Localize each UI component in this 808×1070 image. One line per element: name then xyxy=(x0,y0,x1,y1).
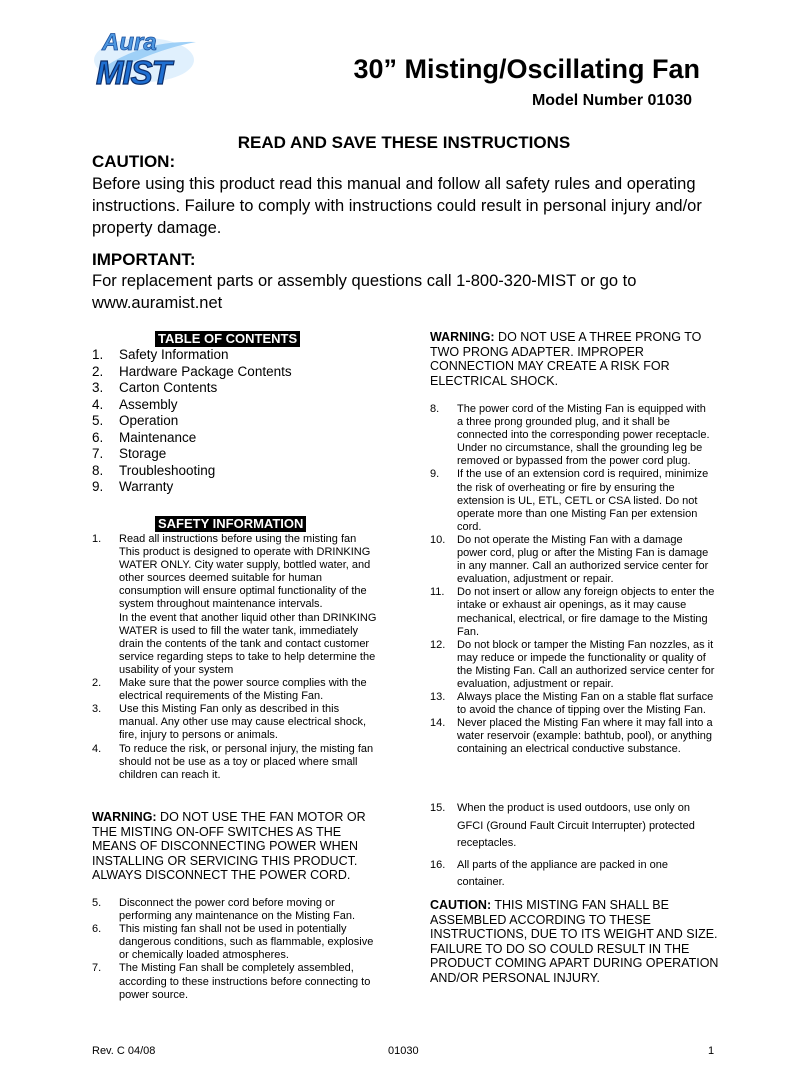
item-number: 5. xyxy=(92,897,102,909)
list-item xyxy=(92,897,377,923)
read-and-save-heading: READ AND SAVE THESE INSTRUCTIONS xyxy=(237,133,571,152)
important-heading: IMPORTANT: xyxy=(92,250,196,269)
list-item xyxy=(92,923,377,962)
toc-number: 1. xyxy=(92,347,104,362)
toc-title-wrap xyxy=(155,330,300,348)
toc-number: 6. xyxy=(92,429,104,445)
toc-number: 7. xyxy=(92,446,104,461)
toc-number: 5. xyxy=(92,413,104,428)
toc-label: Carton Contents xyxy=(119,380,218,395)
list-item xyxy=(430,800,715,853)
warning-text: DO NOT USE A THREE PRONG TO TWO PRONG ADAPTER. IMPROPER CONNECTION MAY CREATE A RISK FOR ELECTRICAL SHOCK. xyxy=(430,330,702,388)
item-text: This misting fan shall not be used in potentially dangerous conditions, such as flammable, explosive or chemically loaded atmospheres. xyxy=(119,923,374,962)
list-item xyxy=(92,677,377,703)
item-text: Never placed the Misting Fan where it may fall into a water reservoir (example: bathtub, pool), or anything containing an electrical conductive substance. xyxy=(457,717,713,756)
table-of-contents xyxy=(92,347,392,496)
footer-code: 01030 xyxy=(388,1045,419,1057)
item-text: Read all instructions before using the misting fan xyxy=(119,533,357,545)
safety-title-wrap xyxy=(155,515,306,533)
item-number: 13. xyxy=(430,691,446,704)
warning-label: WARNING: xyxy=(430,330,495,344)
footer-revision: Rev. C 04/08 xyxy=(92,1045,156,1057)
toc-item xyxy=(92,463,392,480)
caution-text: THIS MISTING FAN SHALL BE ASSEMBLED ACCORDING TO THESE INSTRUCTIONS, DUE TO ITS WEIGHT AND SIZE. FAILURE TO DO SO COULD RESULT IN THE PRODUCT COMING APART DURING OPERATION AND/OR PERSONAL INJURY. xyxy=(430,898,719,985)
toc-item xyxy=(92,446,392,463)
warning-text: DO NOT USE THE FAN MOTOR OR THE MISTING ON-OFF SWITCHES AS THE MEANS OF DISCONNECTING POWER WHEN INSTALLING OR SERVICING THIS PRODUCT. ALWAYS DISCONNECT THE POWER CORD. xyxy=(92,810,366,882)
toc-item xyxy=(92,430,392,447)
model-number: Model Number 01030 xyxy=(531,92,692,109)
toc-item xyxy=(92,347,392,364)
item-number: 7. xyxy=(92,962,102,975)
safety-list-c xyxy=(430,403,715,757)
warning-adapter xyxy=(430,330,720,388)
item-text: All parts of the appliance are packed in one container. xyxy=(457,858,668,888)
toc-number: 4. xyxy=(92,396,104,412)
item-text: Disconnect the power cord before moving or performing any maintenance on the Misting Fan. xyxy=(119,897,356,923)
item-text: Make sure that the power source complies with the electrical requirements of the Misting Fan. xyxy=(119,677,367,703)
warning-label: WARNING: xyxy=(92,810,157,824)
important-text: For replacement parts or assembly questions call 1-800-320-MIST or go to www.auramist.net xyxy=(92,272,637,312)
toc-item xyxy=(92,413,392,430)
list-item xyxy=(430,534,715,586)
item-text: Always place the Misting Fan on a stable flat surface to avoid the chance of tipping over the Misting Fan. xyxy=(457,691,714,717)
toc-item xyxy=(92,397,392,414)
toc-number: 9. xyxy=(92,479,104,494)
caution-label: CAUTION: xyxy=(430,898,492,912)
caution-assembly xyxy=(430,898,722,985)
safety-title: SAFETY INFORMATION xyxy=(155,516,306,532)
aura-mist-logo xyxy=(92,20,204,90)
list-item xyxy=(430,403,715,468)
item-number: 9. xyxy=(430,468,440,481)
item-number: 10. xyxy=(430,533,446,546)
item-text: If the use of an extension cord is required, minimize the risk of overheating or fire by ensuring the extension is UL, ETL, CETL or CSA listed. Do not operate more than one Misting Fan per extension cord. xyxy=(457,468,709,533)
toc-label: Operation xyxy=(119,413,179,428)
item-number: 15. xyxy=(430,802,446,814)
item-number: 12. xyxy=(430,638,446,651)
toc-item xyxy=(92,479,392,496)
toc-item xyxy=(92,380,392,397)
safety-list-a xyxy=(92,533,377,782)
toc-number: 8. xyxy=(92,462,104,478)
item-number: 3. xyxy=(92,703,102,716)
safety-list-d xyxy=(430,800,715,892)
list-item xyxy=(430,717,715,756)
item-number: 6. xyxy=(92,923,102,936)
list-item xyxy=(430,691,715,717)
list-item xyxy=(430,468,715,533)
item-number xyxy=(92,546,119,611)
list-item xyxy=(92,703,377,742)
list-item xyxy=(430,857,715,892)
toc-label: Safety Information xyxy=(119,347,229,362)
toc-label: Hardware Package Contents xyxy=(119,363,292,379)
toc-label: Maintenance xyxy=(119,429,197,445)
toc-number: 2. xyxy=(92,363,104,379)
list-item xyxy=(430,639,715,691)
item-text: This product is designed to operate with DRINKING WATER ONLY. City water supply, bottled water, and other sources deemed suitable for human consumption will ensure optimal functionality of the system throughout maintenance intervals. xyxy=(119,546,371,611)
list-item xyxy=(92,533,377,546)
caution-text: Before using this product read this manual and follow all safety rules and operating instructions. Failure to comply with instructions could result in personal injury and/or property damage. xyxy=(92,175,702,237)
list-item xyxy=(92,743,377,782)
toc-label: Troubleshooting xyxy=(119,462,216,478)
item-number: 16. xyxy=(430,858,446,871)
item-number: 1. xyxy=(92,533,102,545)
logo-mist-text: MIST xyxy=(96,54,171,90)
toc-label: Storage xyxy=(119,446,167,461)
logo-aura-text: Aura xyxy=(102,29,157,56)
item-text: Do not operate the Misting Fan with a damage power cord, plug or after the Misting Fan is damage in any manner. Call an authorized service center for evaluation, adjustment or repair. xyxy=(457,533,709,586)
item-number: 8. xyxy=(430,403,440,415)
footer-page-number: 1 xyxy=(708,1045,715,1057)
toc-item xyxy=(92,364,392,381)
list-item xyxy=(430,586,715,638)
toc-title: TABLE OF CONTENTS xyxy=(155,331,300,347)
item-number: 4. xyxy=(92,742,102,755)
warning-power-disconnect xyxy=(92,810,382,883)
caution-heading: CAUTION: xyxy=(92,152,176,171)
toc-number: 3. xyxy=(92,380,104,395)
item-text: To reduce the risk, or personal injury, the misting fan should not be use as a toy or placed where small children can reach it. xyxy=(119,742,374,781)
list-item xyxy=(92,962,377,1001)
item-text: In the event that another liquid other than DRINKING WATER is used to fill the water tank, immediately drain the contents of the tank and contact customer service regarding steps to take to help determine the usability of your system xyxy=(119,611,377,676)
list-item xyxy=(92,546,377,611)
list-item xyxy=(92,612,377,677)
item-text: Do not block or tamper the Misting Fan nozzles, as it may reduce or impede the functionality or quality of the Misting Fan. Call an authorized service center for evaluation, adjustment or repair. xyxy=(457,638,715,690)
item-text: Use this Misting Fan only as described in this manual. Any other use may cause electrical shock, fire, injury to persons or animals. xyxy=(119,703,367,742)
item-number: 2. xyxy=(92,677,102,690)
item-text: When the product is used outdoors, use only on GFCI (Ground Fault Circuit Interrupter) protected receptacles. xyxy=(457,802,695,849)
item-text: The power cord of the Misting Fan is equipped with a three prong grounded plug, and it shall be connected into the corresponding power receptacle. Under no circumstance, shall the grounding leg be removed or bypassed from the power cord plug. xyxy=(457,403,710,468)
item-number: 14. xyxy=(430,717,446,730)
toc-label: Warranty xyxy=(119,479,174,494)
item-number: 11. xyxy=(430,586,445,599)
safety-list-b xyxy=(92,897,377,1002)
item-number xyxy=(92,612,119,677)
product-title: 30” Misting/Oscillating Fan xyxy=(353,54,700,84)
item-text: The Misting Fan shall be completely assembled, according to these instructions before connecting to power source. xyxy=(119,962,371,1001)
item-text: Do not insert or allow any foreign objects to enter the intake or exhaust air openings, as it may cause mechanical, electrical, or fire damage to the Misting Fan. xyxy=(457,586,715,638)
toc-label: Assembly xyxy=(119,396,178,412)
